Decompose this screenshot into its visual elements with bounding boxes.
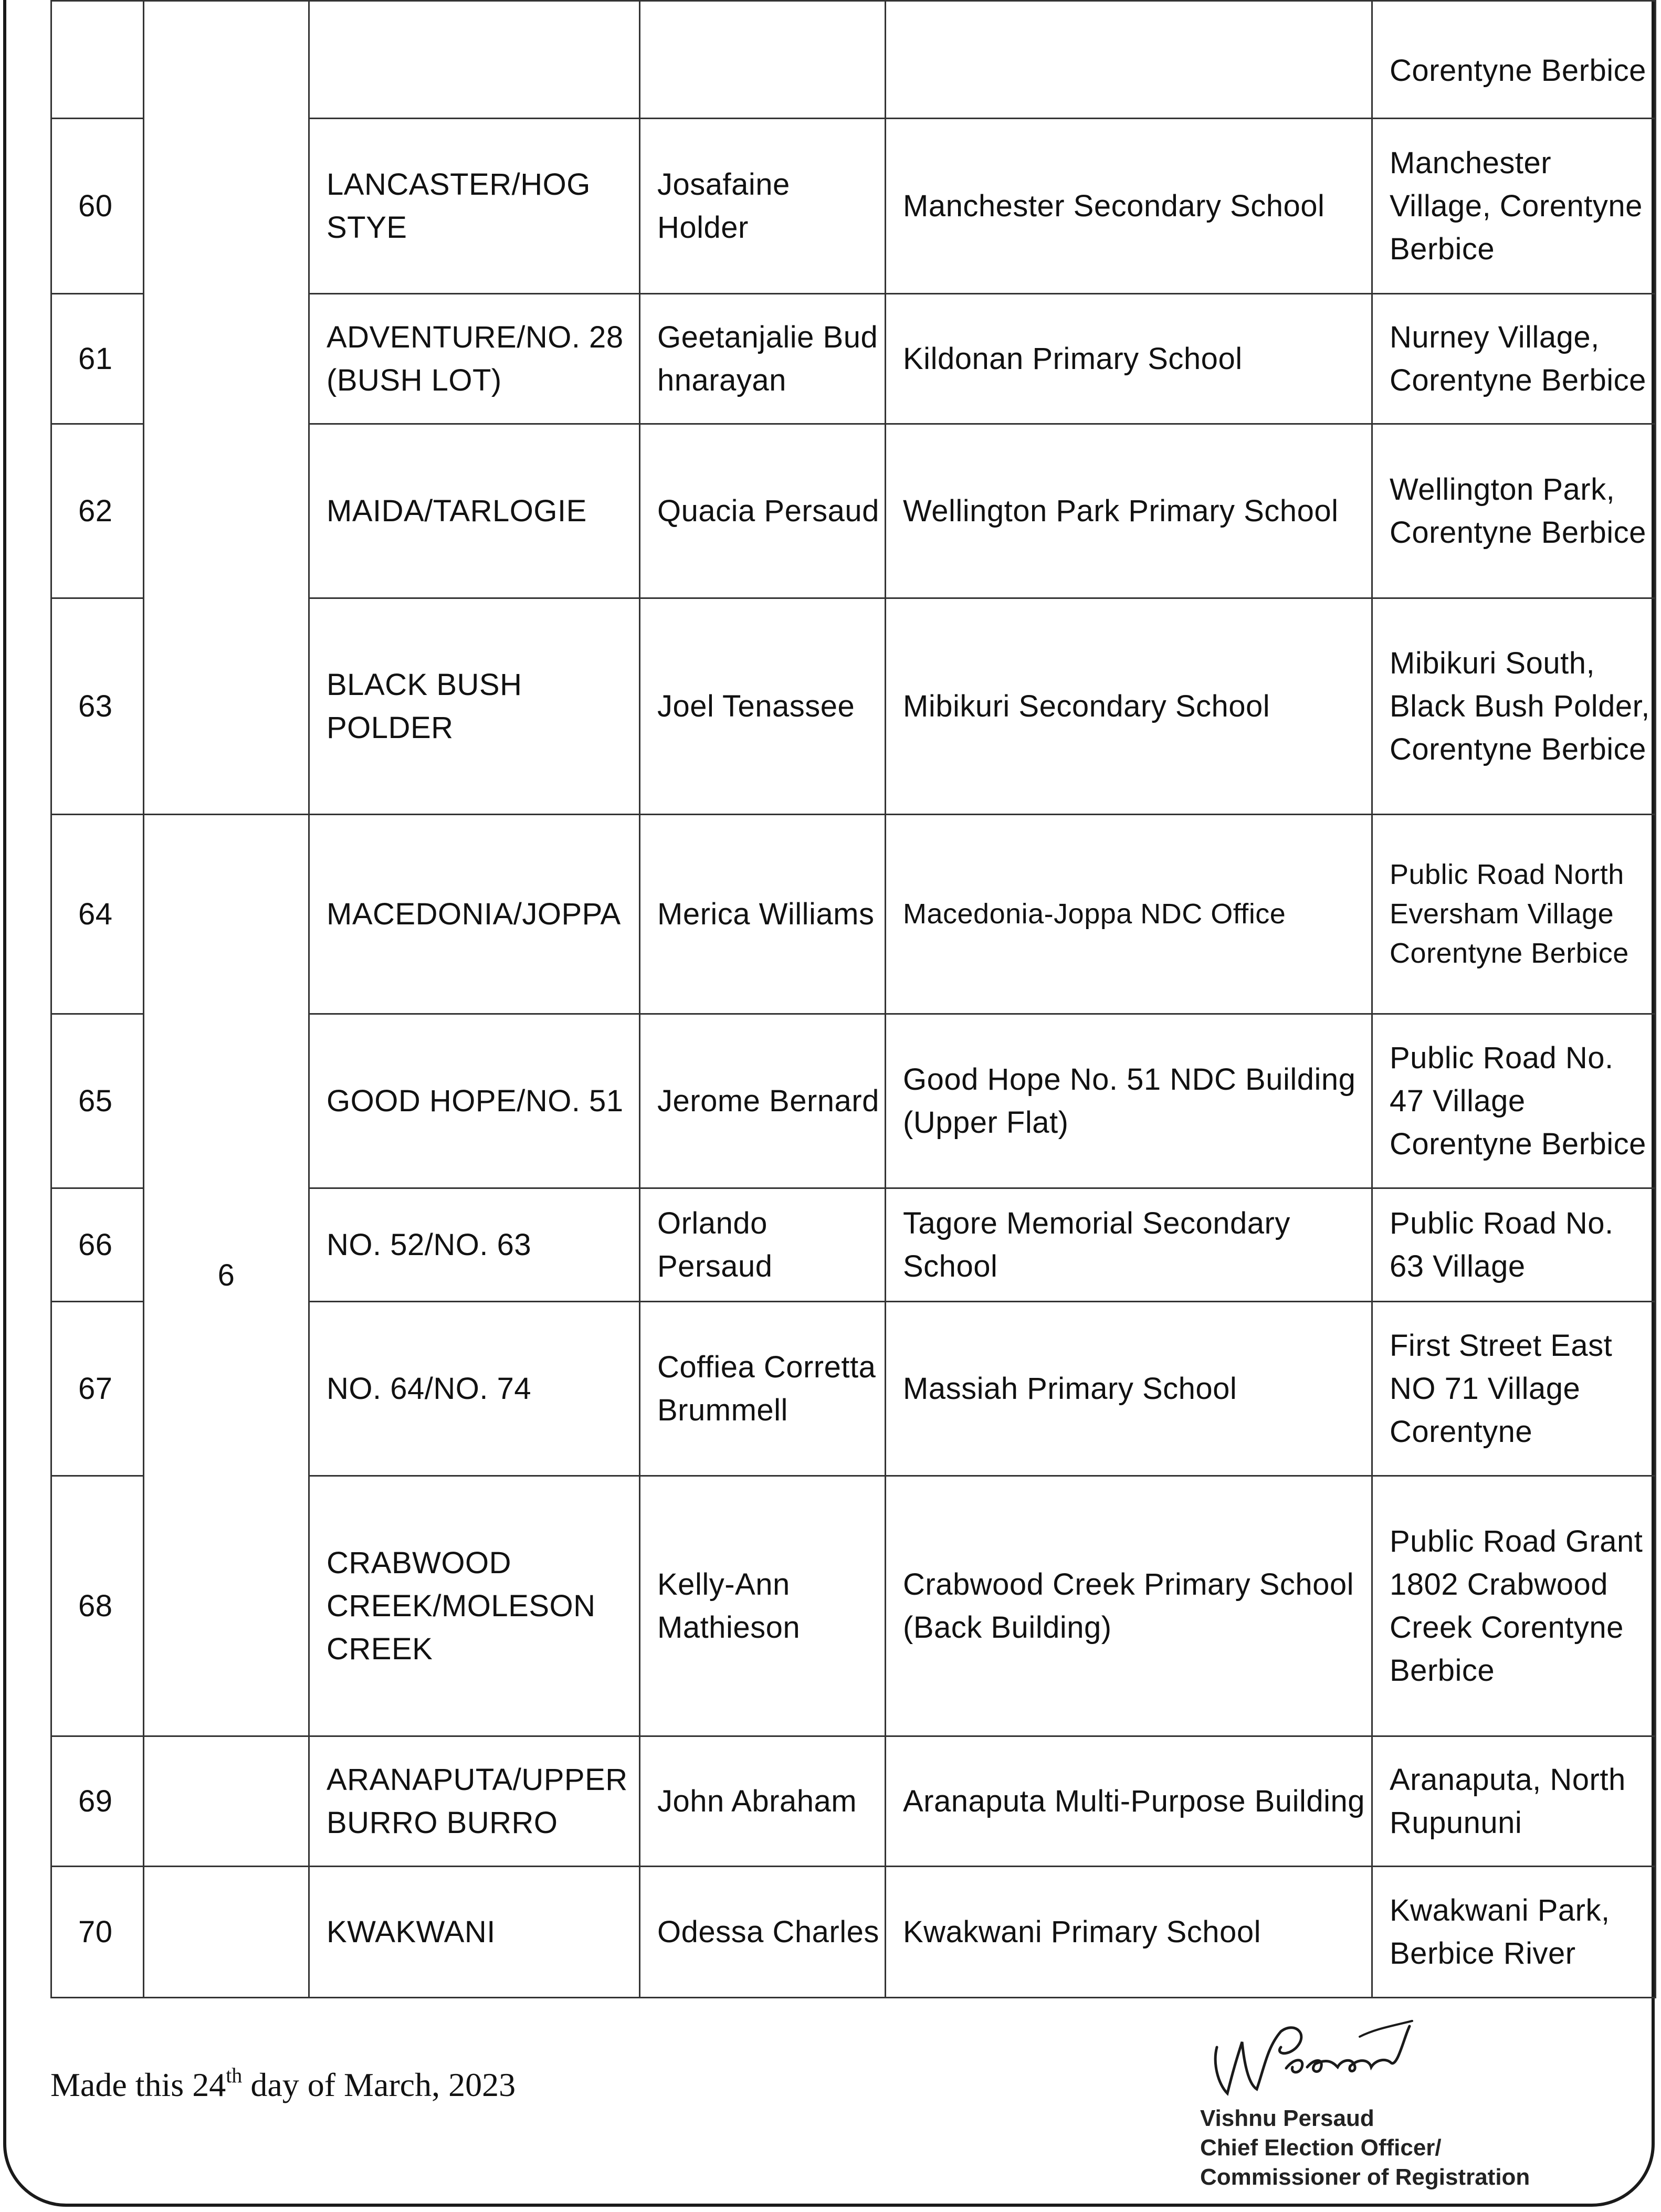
district: CRABWOOD CREEK/MOLESON CREEK <box>309 1476 640 1736</box>
district: ARANAPUTA/UPPER BURRO BURRO <box>309 1736 640 1867</box>
district: BLACK BUSH POLDER <box>309 598 640 815</box>
district <box>309 1 640 119</box>
region-number: 6 <box>144 815 309 1736</box>
venue: Good Hope No. 51 NDC Building (Upper Flat) <box>886 1014 1372 1188</box>
address-text: Corentyne Berbice <box>1390 54 1646 88</box>
presiding-officer: Geetanjalie Budhnarayan <box>640 294 886 424</box>
row-number: 61 <box>51 294 144 424</box>
address: Nurney Village, Corentyne Berbice <box>1372 294 1656 424</box>
venue: Crabwood Creek Primary School (Back Building) <box>886 1476 1372 1736</box>
row-number: 66 <box>51 1188 144 1302</box>
table-row <box>51 1867 1656 1998</box>
address: Aranaputa, North Rupununi <box>1372 1736 1656 1867</box>
presiding-officer: Josafaine Holder <box>640 119 886 294</box>
address: Wellington Park, Corentyne Berbice <box>1372 424 1656 598</box>
district: GOOD HOPE/NO. 51 <box>309 1014 640 1188</box>
venue: Manchester Secondary School <box>886 119 1372 294</box>
row-number: 68 <box>51 1476 144 1736</box>
row-number: 70 <box>51 1867 144 1998</box>
table-row <box>51 1 1656 119</box>
venue: Kwakwani Primary School <box>886 1867 1372 1998</box>
polling-places-table <box>50 0 1656 1998</box>
presiding-officer: Quacia Persaud <box>640 424 886 598</box>
region-cell-blank <box>144 1736 309 1867</box>
district: NO. 64/NO. 74 <box>309 1302 640 1476</box>
district: NO. 52/NO. 63 <box>309 1188 640 1302</box>
address: Manchester Village, Corentyne Berbice <box>1372 119 1656 294</box>
signature-image <box>1202 2005 1428 2105</box>
row-number: 62 <box>51 424 144 598</box>
venue: Wellington Park Primary School <box>886 424 1372 598</box>
region-cell-blank <box>144 1 309 815</box>
address: Public Road No. 63 Village <box>1372 1188 1656 1302</box>
venue: Tagore Memorial Secondary School <box>886 1188 1372 1302</box>
venue: Mibikuri Secondary School <box>886 598 1372 815</box>
district: LANCASTER/HOG STYE <box>309 119 640 294</box>
signatory-title-1: Chief Election Officer/ <box>1200 2135 1442 2161</box>
made-date-prefix: Made this 24 <box>50 2066 226 2103</box>
district: ADVENTURE/NO. 28 (BUSH LOT) <box>309 294 640 424</box>
region-cell-blank <box>144 1867 309 1998</box>
row-number: 60 <box>51 119 144 294</box>
presiding-officer: Jerome Bernard <box>640 1014 886 1188</box>
presiding-officer: Joel Tenassee <box>640 598 886 815</box>
address: Public Road North Eversham Village Corentyne Berbice <box>1372 815 1656 1014</box>
signatory-title-2: Commissioner of Registration <box>1200 2164 1530 2190</box>
venue: Massiah Primary School <box>886 1302 1372 1476</box>
venue: Macedonia-Joppa NDC Office <box>886 815 1372 1014</box>
row-number: 63 <box>51 598 144 815</box>
presiding-officer: Kelly-Ann Mathieson <box>640 1476 886 1736</box>
row-number: 64 <box>51 815 144 1014</box>
address: First Street East NO 71 Village Corentyne <box>1372 1302 1656 1476</box>
row-number: 69 <box>51 1736 144 1867</box>
signatory-name: Vishnu Persaud <box>1200 2105 1374 2131</box>
row-number <box>51 1 144 119</box>
presiding-officer: Merica Williams <box>640 815 886 1014</box>
district: KWAKWANI <box>309 1867 640 1998</box>
venue: Kildonan Primary School <box>886 294 1372 424</box>
district: MAIDA/TARLOGIE <box>309 424 640 598</box>
address: Mibikuri South, Black Bush Polder, Corentyne Berbice <box>1372 598 1656 815</box>
address: Public Road Grant 1802 Crabwood Creek Corentyne Berbice <box>1372 1476 1656 1736</box>
table-row <box>51 1736 1656 1867</box>
venue: Aranaputa Multi-Purpose Building <box>886 1736 1372 1867</box>
address: Public Road No. 47 Village Corentyne Berbice <box>1372 1014 1656 1188</box>
presiding-officer: John Abraham <box>640 1736 886 1867</box>
row-number: 67 <box>51 1302 144 1476</box>
venue <box>886 1 1372 119</box>
district: MACEDONIA/JOPPA <box>309 815 640 1014</box>
presiding-officer <box>640 1 886 119</box>
presiding-officer: Odessa Charles <box>640 1867 886 1998</box>
made-date-suffix: day of March, 2023 <box>242 2066 516 2103</box>
address <box>1372 1 1656 119</box>
signatory-block <box>1200 2104 1530 2192</box>
presiding-officer: Orlando Persaud <box>640 1188 886 1302</box>
made-date-ordinal: th <box>226 2063 243 2087</box>
table-row <box>51 815 1656 1014</box>
row-number: 65 <box>51 1014 144 1188</box>
made-date-line <box>50 2063 516 2104</box>
address: Kwakwani Park, Berbice River <box>1372 1867 1656 1998</box>
presiding-officer: Coffiea Corretta Brummell <box>640 1302 886 1476</box>
